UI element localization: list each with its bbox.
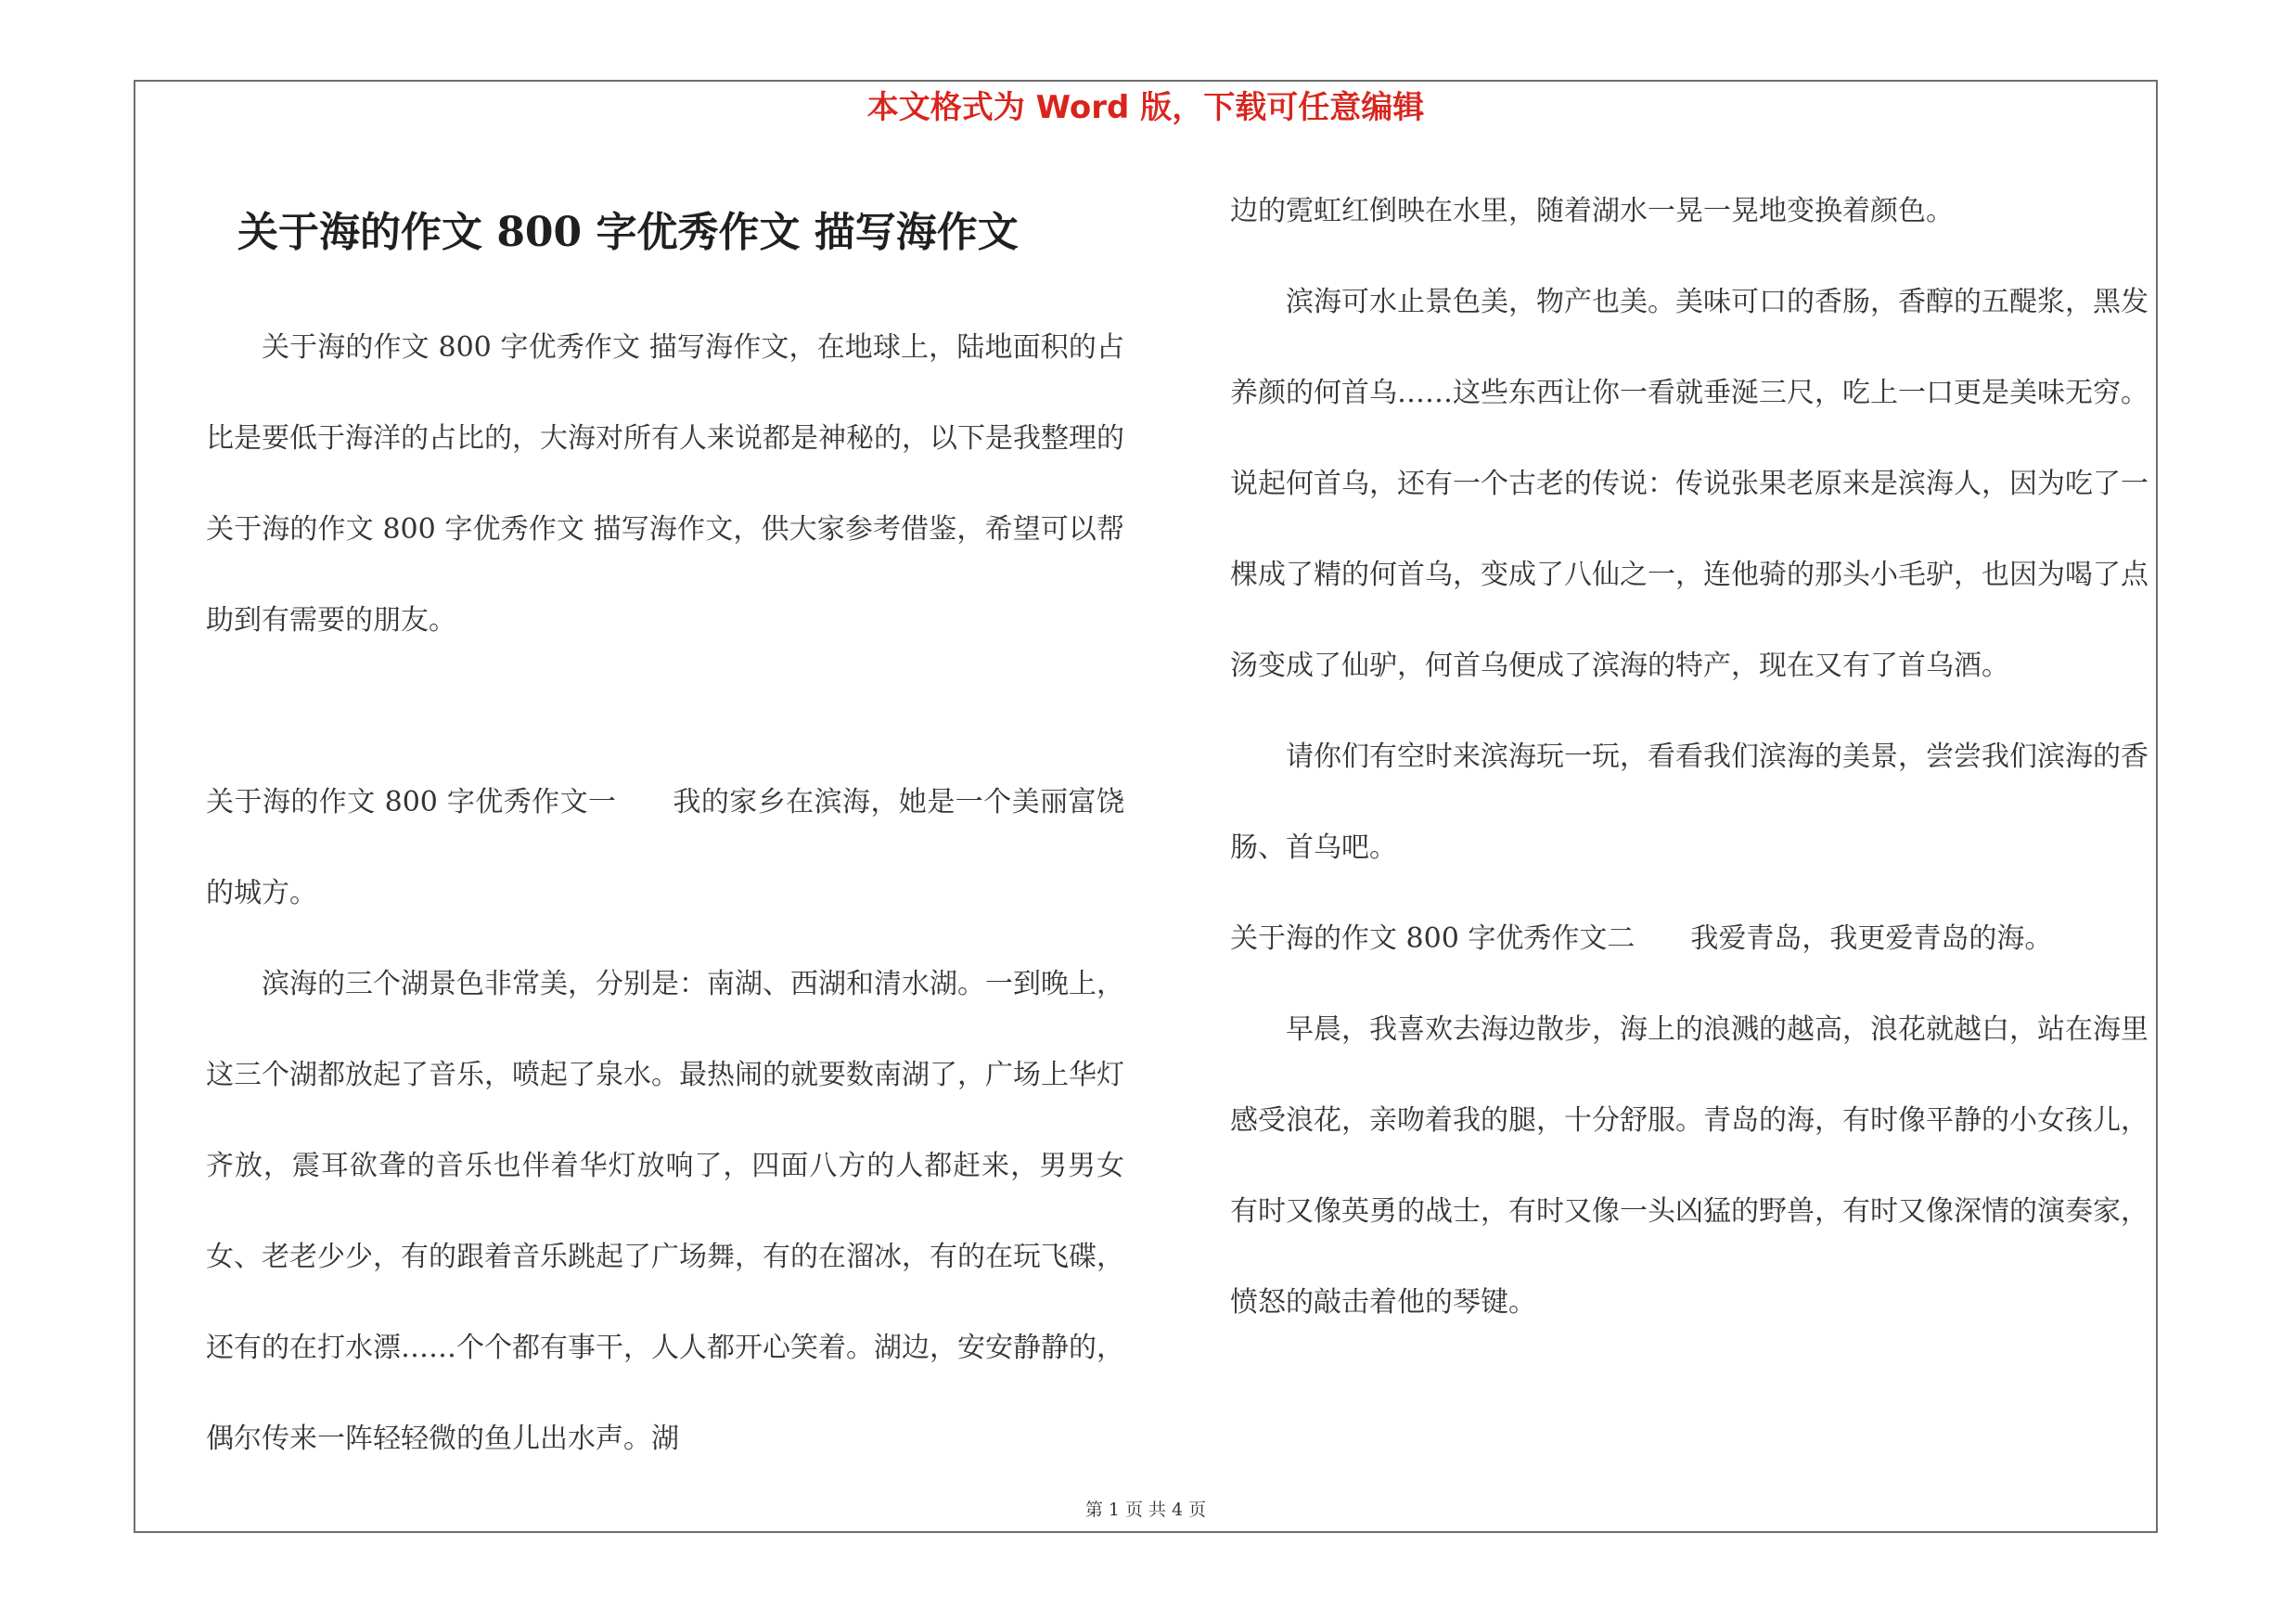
- continued-paragraph: 边的霓虹红倒映在水里，随着湖水一晃一晃地变换着颜色。: [1230, 195, 1954, 227]
- intro-paragraph: 关于海的作文 800 字优秀作文 描写海作文，在地球上，陆地面积的占比是要低于海洋的占比的，大海对所有人来说都是神秘的，以下是我整理的关于海的作文 800 字优秀作文 描写海作文，供大家参考借鉴，希望可以帮助到有需要的朋友。: [206, 331, 1124, 637]
- word-format-banner: 本文格式为 Word 版，下载可任意编辑: [866, 89, 1425, 126]
- essay-two-heading: 关于海的作文 800 字优秀作文二 我爱青岛，我更爱青岛的海。: [1230, 922, 2053, 955]
- paragraph-spacer: [206, 666, 1124, 757]
- right-column: [1230, 166, 2148, 1348]
- document-title: 关于海的作文 800 字优秀作文 描写海作文: [237, 209, 1019, 256]
- essay-one-paragraph: 滨海的三个湖景色非常美，分别是：南湖、西湖和清水湖。一到晚上，这三个湖都放起了音乐，喷起了泉水。最热闹的就要数南湖了，广场上华灯齐放，震耳欲聋的音乐也伴着华灯放响了，四面八方的人都赶来，男男女女、老老少少，有的跟着音乐跳起了广场舞，有的在溜冰，有的在玩飞碟，还有的在打水漂……个个都有事干，人人都开心笑着。湖边，安安静静的，偶尔传来一阵轻轻微的鱼儿出水声。湖: [206, 968, 1124, 1455]
- essay-one-heading: 关于海的作文 800 字优秀作文一 我的家乡在滨海，她是一个美丽富饶的城方。: [206, 786, 1124, 909]
- products-paragraph: 滨海可水止景色美，物产也美。美味可口的香肠，香醇的五醍浆，黑发养颜的何首乌……这些东西让你一看就垂涎三尺，吃上一口更是美味无穷。说起何首乌，还有一个古老的传说：传说张果老原来是滨海人，因为吃了一棵成了精的何首乌，变成了八仙之一，连他骑的那头小毛驴，也因为喝了点汤变成了仙驴，何首乌便成了滨海的特产，现在又有了首乌酒。: [1230, 286, 2148, 682]
- essay-two-paragraph: 早晨，我喜欢去海边散步，海上的浪溅的越高，浪花就越白，站在海里感受浪花，亲吻着我的腿，十分舒服。青岛的海，有时像平静的小女孩儿，有时又像英勇的战士，有时又像一头凶猛的野兽，有时又像深情的演奏家，愤怒的敲击着他的琴键。: [1230, 1013, 2148, 1319]
- page-number-footer: 第 1 页 共 4 页: [1084, 1500, 1207, 1520]
- invitation-paragraph: 请你们有空时来滨海玩一玩，看看我们滨海的美景，尝尝我们滨海的香肠、首乌吧。: [1230, 741, 2148, 864]
- left-column: [206, 303, 1124, 1485]
